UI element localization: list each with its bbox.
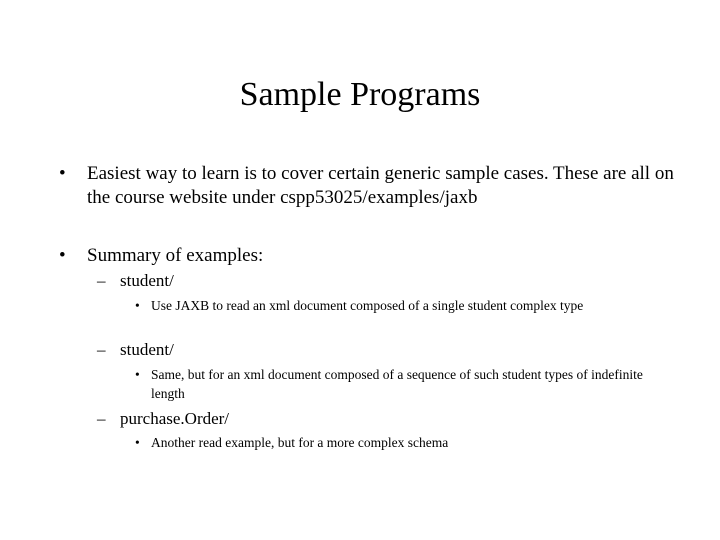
sub-sub-item bbox=[135, 296, 650, 315]
bullet-item bbox=[59, 244, 679, 268]
bullet-marker: • bbox=[135, 435, 140, 450]
slide-title: Sample Programs bbox=[239, 76, 481, 113]
sub-sub-item-text: Use JAXB to read an xml document composed of a single student complex type bbox=[151, 298, 584, 313]
sub-sub-item-text: Same, but for an xml document composed of a sequence of such student types of indefinite length bbox=[151, 367, 643, 401]
bullet-marker: • bbox=[59, 245, 66, 266]
bullet-marker: • bbox=[135, 298, 140, 313]
sub-item-text: student/ bbox=[120, 340, 174, 359]
sub-sub-item bbox=[135, 433, 665, 452]
bullet-text: Summary of examples: bbox=[87, 245, 264, 266]
sub-sub-item bbox=[135, 365, 665, 403]
sub-sub-item-text: Another read example, but for a more complex schema bbox=[151, 435, 449, 450]
bullet-marker: • bbox=[59, 163, 66, 184]
dash-marker: – bbox=[97, 271, 106, 290]
bullet-item bbox=[59, 162, 679, 210]
sub-item bbox=[97, 270, 657, 292]
dash-marker: – bbox=[97, 340, 106, 359]
sub-item bbox=[97, 339, 657, 361]
bullet-text: Easiest way to learn is to cover certain generic sample cases. These are all on the course website under cspp53025/examples/jaxb bbox=[87, 163, 674, 208]
sub-item bbox=[97, 408, 657, 430]
bullet-marker: • bbox=[135, 367, 140, 382]
sub-item-text: purchase.Order/ bbox=[120, 409, 230, 428]
sub-item-text: student/ bbox=[120, 271, 174, 290]
dash-marker: – bbox=[97, 409, 106, 428]
